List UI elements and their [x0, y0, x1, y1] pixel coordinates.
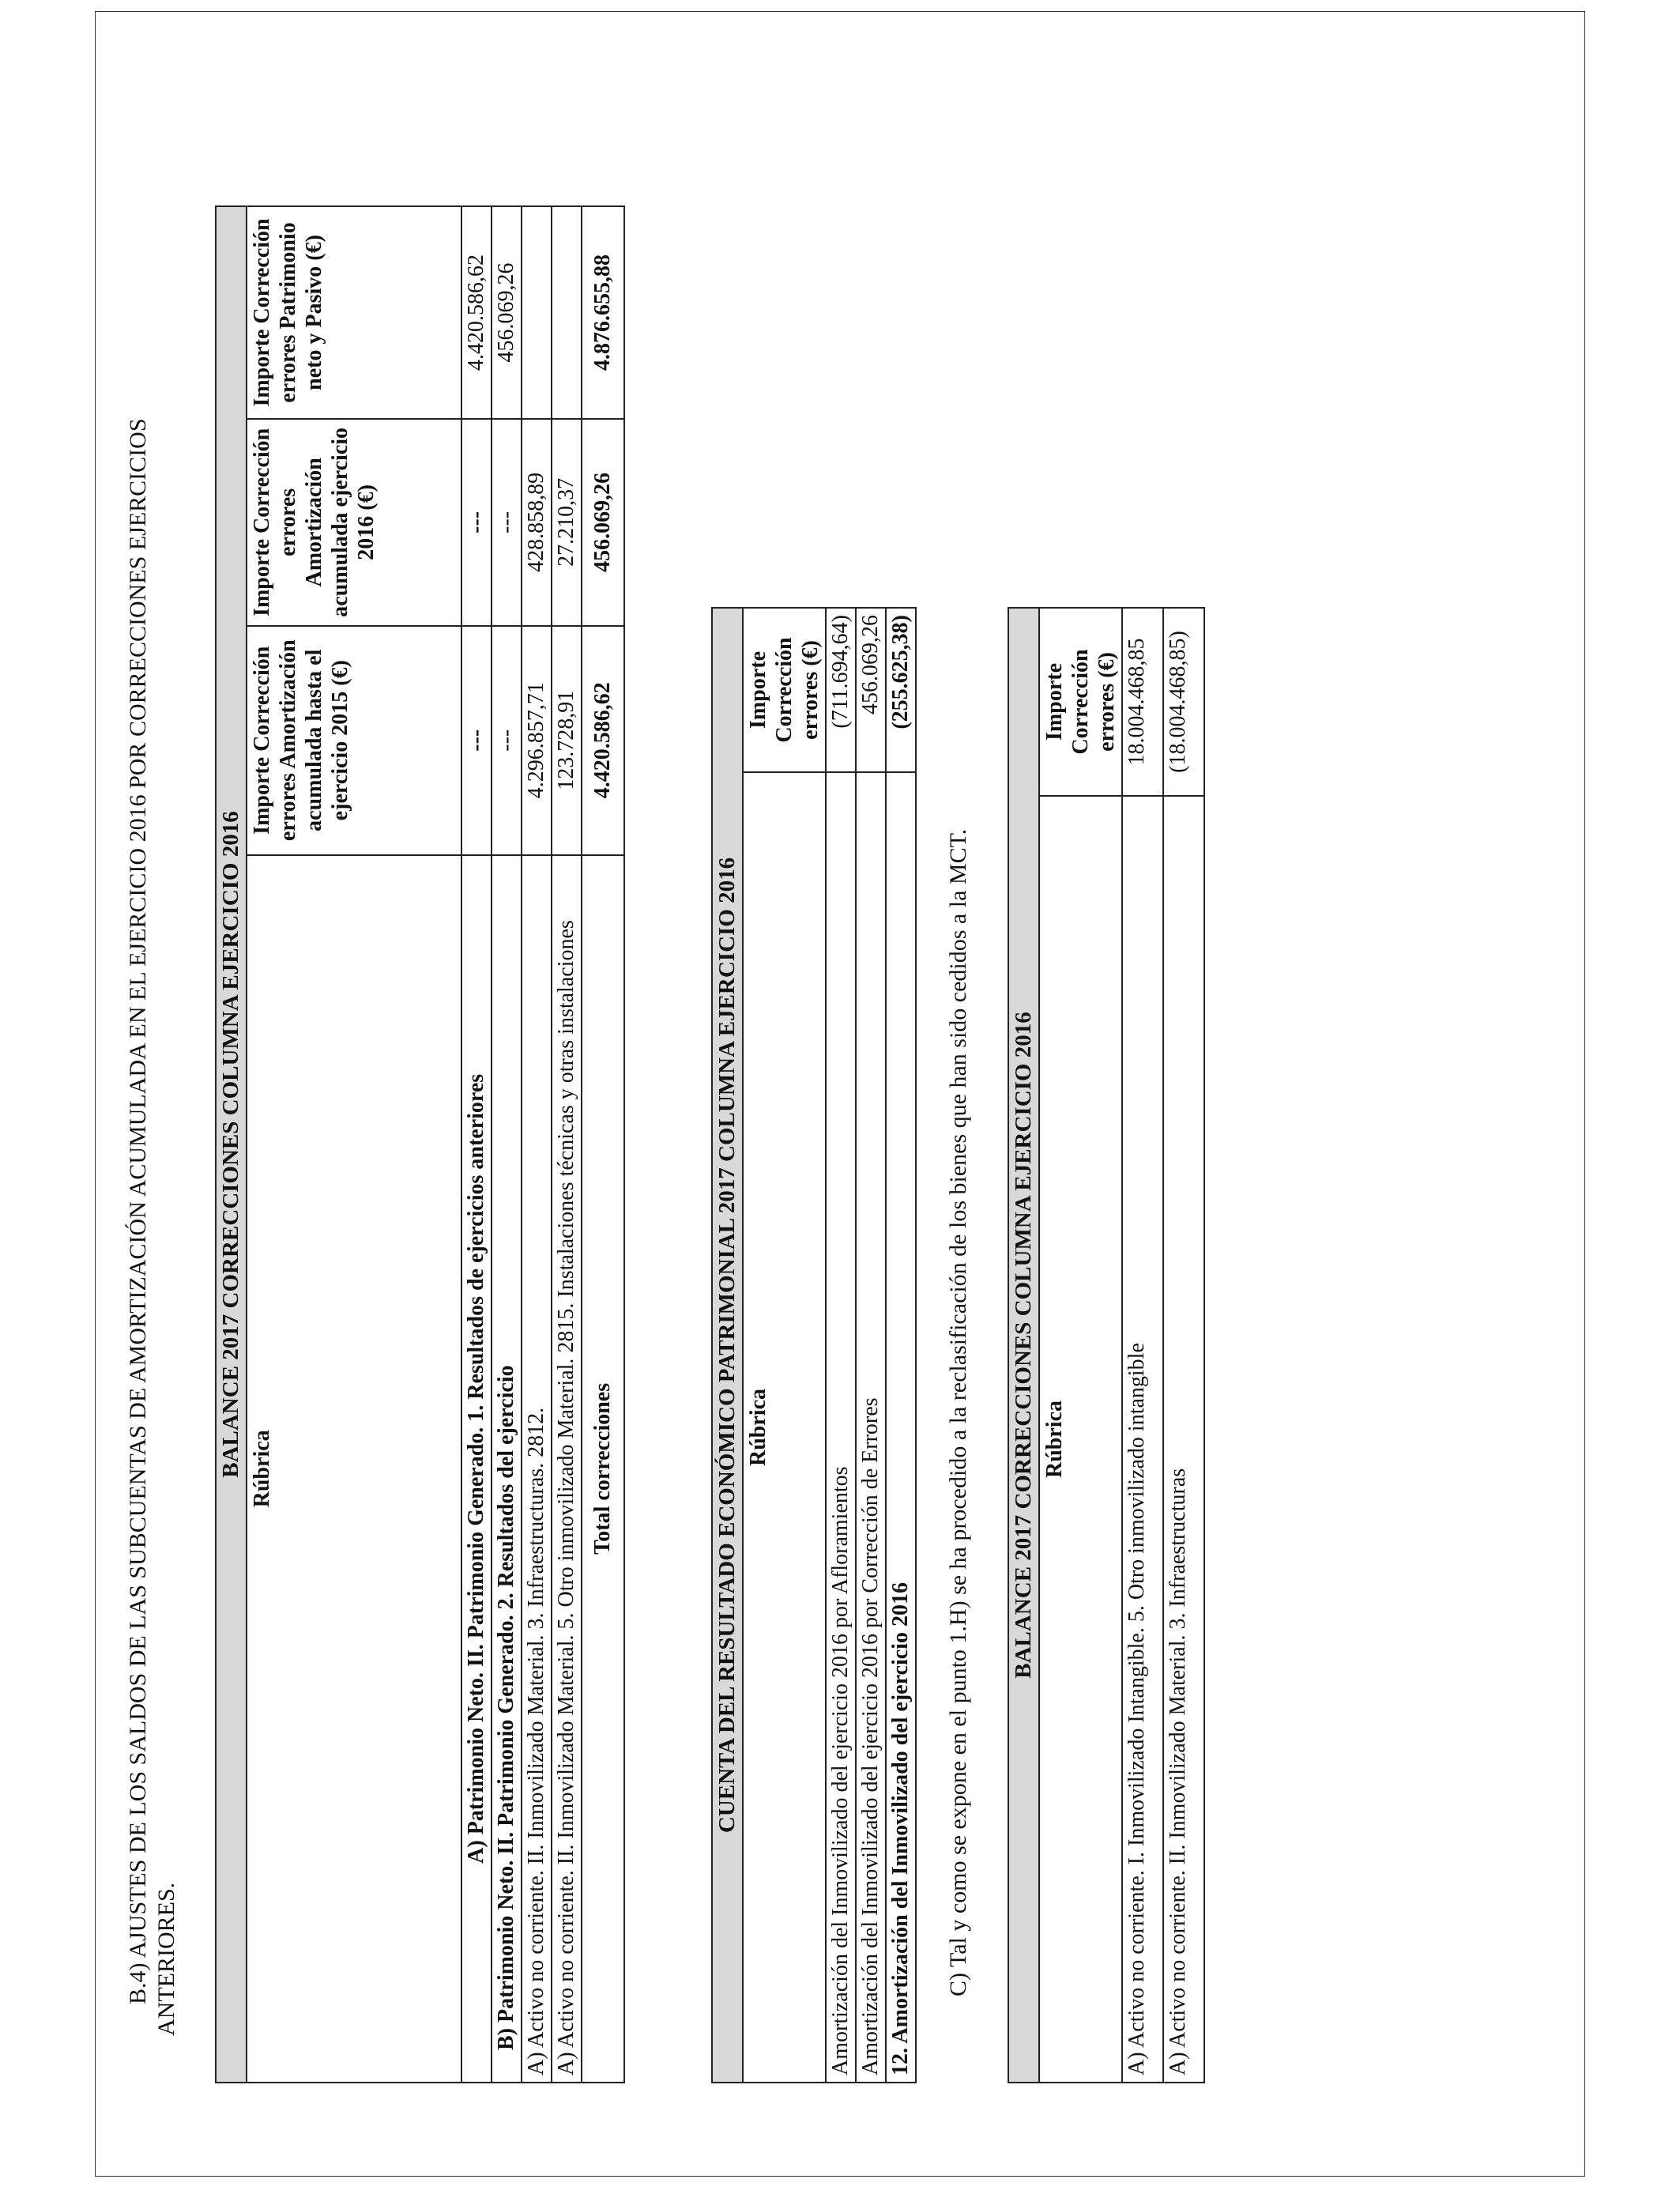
- table-row: B) Patrimonio Neto. II. Patrimonio Generado. 2. Resultados del ejercicio --- --- 456.069,26: [492, 206, 522, 2083]
- table3-title: BALANCE 2017 CORRECCIONES COLUMNA EJERCICIO 2016: [1008, 608, 1039, 2083]
- table2-header-importe: Importe Corrección errores (€): [743, 608, 826, 772]
- balance-reclassification-table: [1008, 607, 1205, 2083]
- table-total-row: Total correcciones 4.420.586,62 456.069,26 4.876.655,88: [582, 206, 624, 2083]
- table-row: A) Patrimonio Neto. II. Patrimonio Generado. 1. Resultados de ejercicios anteriores --- --- 4.420.586,62: [461, 206, 492, 2083]
- table-row: A) Activo no corriente. II. Inmovilizado Material. 5. Otro inmovilizado Material. 2815. Instalaciones técnicas y otras instalaciones 123.728,91 27.210,37: [552, 206, 582, 2083]
- table1-header-rubrica: Rúbrica: [247, 855, 461, 2083]
- table-row: A) Activo no corriente. II. Inmovilizado Material. 3. Infraestructuras. 2812. 4.296.857,71 428.858,89: [522, 206, 552, 2083]
- table1-header-ejercicio-2016: Importe Corrección errores Amortización acumulada ejercicio 2016 (€): [247, 419, 461, 626]
- table-row: Amortización del Inmovilizado del ejercicio 2016 por Afloramientos (711.694,64): [826, 608, 856, 2083]
- section-heading-line1: B.4) AJUSTES DE LOS SALDOS DE LAS SUBCUENTAS DE AMORTIZACIÓN ACUMULADA EN EL EJERCICIO 2016 POR CORRECCIONES EJERCICIOS: [125, 418, 151, 2004]
- table-row: 12. Amortización del Inmovilizado del ejercicio 2016 (255.625,38): [886, 608, 916, 2083]
- table1-title: BALANCE 2017 CORRECCIONES COLUMNA EJERCICIO 2016: [216, 206, 247, 2083]
- table-row: Amortización del Inmovilizado del ejercicio 2016 por Corrección de Errores 456.069,26: [856, 608, 886, 2083]
- table3-header-rubrica: Rúbrica: [1039, 796, 1122, 2083]
- table3-header-importe: Importe Corrección errores (€): [1039, 608, 1122, 796]
- table1-header-patrimonio-pasivo: Importe Corrección errores Patrimonio neto y Pasivo (€): [247, 206, 461, 419]
- table-row: A) Activo no corriente. I. Inmovilizado Intangible. 5. Otro inmovilizado intangible 18.004.468,85: [1122, 608, 1163, 2083]
- table2-header-rubrica: Rúbrica: [743, 772, 826, 2083]
- section-heading-line2: ANTERIORES.: [153, 1882, 179, 2036]
- table-row: A) Activo no corriente. II. Inmovilizado Material. 3. Infraestructuras (18.004.468,85): [1163, 608, 1204, 2083]
- resultado-economico-table: [711, 607, 917, 2083]
- table1-header-hasta-2015: Importe Corrección errores Amortización acumulada hasta el ejercicio 2015 (€): [247, 626, 461, 855]
- paragraph-c: C) Tal y como se expone en el punto 1.H) se ha procedido a la reclasificación de los bienes que han sido cedidos a la MCT.: [945, 828, 971, 1996]
- table2-title: CUENTA DEL RESULTADO ECONÓMICO PATRIMONIAL 2017 COLUMNA EJERCICIO 2016: [712, 608, 743, 2083]
- balance-corrections-table: [215, 205, 625, 2083]
